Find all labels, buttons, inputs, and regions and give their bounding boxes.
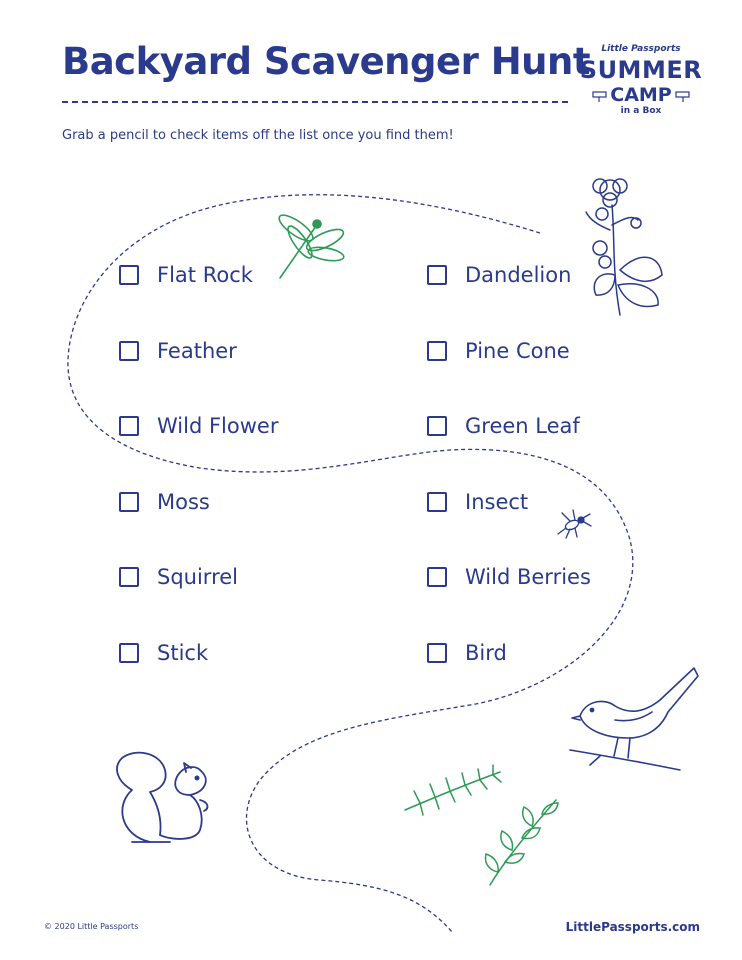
- checklist-item[interactable]: [119, 260, 253, 290]
- signpost-icon: [674, 90, 690, 102]
- checkbox[interactable]: [119, 265, 139, 285]
- title-divider: [62, 101, 568, 103]
- logo-line-3: in a Box: [620, 106, 662, 116]
- fern-sprig-icon: [486, 800, 559, 885]
- checklist-item[interactable]: [119, 411, 278, 441]
- item-label: Flat Rock: [157, 263, 253, 287]
- logo-line-2: CAMP: [610, 84, 672, 106]
- summer-camp-logo: [578, 44, 704, 122]
- checklist-item[interactable]: [427, 260, 571, 290]
- item-label: Moss: [157, 490, 210, 514]
- logo-brand: Little Passports: [601, 44, 681, 54]
- checklist-item[interactable]: [427, 487, 528, 517]
- checkbox[interactable]: [427, 492, 447, 512]
- checklist-item[interactable]: [119, 638, 208, 668]
- checkbox[interactable]: [119, 643, 139, 663]
- item-label: Green Leaf: [465, 414, 580, 438]
- item-label: Feather: [157, 339, 237, 363]
- bird-icon: [570, 668, 698, 770]
- item-label: Bird: [465, 641, 507, 665]
- checkbox[interactable]: [427, 265, 447, 285]
- item-label: Pine Cone: [465, 339, 570, 363]
- item-label: Stick: [157, 641, 209, 665]
- checkbox[interactable]: [119, 492, 139, 512]
- checkbox[interactable]: [427, 567, 447, 587]
- page-title: Backyard Scavenger Hunt: [62, 40, 591, 83]
- checkbox[interactable]: [427, 341, 447, 361]
- website-link[interactable]: LittlePassports.com: [565, 920, 700, 934]
- strawberry-plant-icon: [586, 179, 662, 315]
- checkbox[interactable]: [119, 416, 139, 436]
- checklist-item[interactable]: [427, 562, 591, 592]
- checklist-item[interactable]: [427, 336, 570, 366]
- item-label: Wild Flower: [157, 414, 279, 438]
- pine-branch-icon: [405, 765, 501, 815]
- checklist-item[interactable]: [119, 336, 237, 366]
- checklist-item[interactable]: [119, 487, 210, 517]
- copyright-text: © 2020 Little Passports: [44, 922, 139, 931]
- checklist-item[interactable]: [119, 562, 238, 592]
- item-label: Dandelion: [465, 263, 572, 287]
- checklist-item[interactable]: [427, 638, 507, 668]
- item-label: Wild Berries: [465, 565, 591, 589]
- instructions-text: Grab a pencil to check items off the list once you find them!: [62, 128, 454, 143]
- checklist-item[interactable]: [427, 411, 580, 441]
- checkbox[interactable]: [119, 567, 139, 587]
- checkbox[interactable]: [427, 416, 447, 436]
- logo-line-1: SUMMER: [579, 56, 703, 84]
- item-label: Insect: [465, 490, 529, 514]
- checkbox[interactable]: [119, 341, 139, 361]
- squirrel-icon: [117, 753, 207, 842]
- dragonfly-icon: [276, 211, 346, 278]
- checkbox[interactable]: [427, 643, 447, 663]
- item-label: Squirrel: [157, 565, 238, 589]
- insect-icon: [558, 510, 591, 538]
